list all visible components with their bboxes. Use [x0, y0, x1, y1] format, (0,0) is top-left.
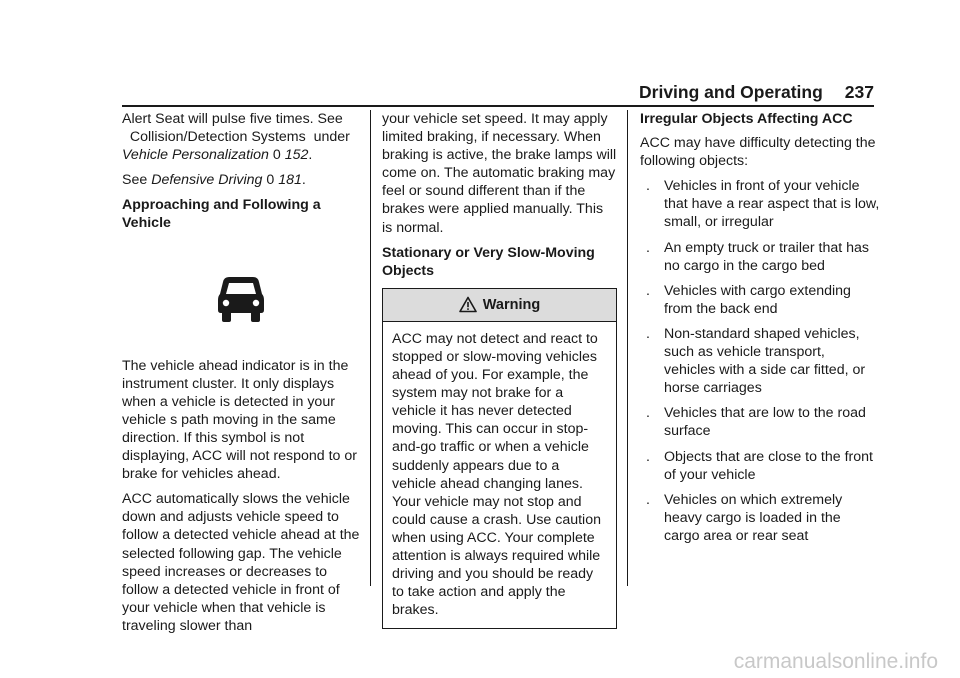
column-divider-2: [627, 110, 628, 586]
warning-title: Warning: [482, 296, 541, 313]
xref-defensive-driving[interactable]: Defensive Driving: [151, 172, 263, 189]
list-item: . Vehicles with cargo extending from the back end: [646, 282, 851, 317]
page-ref-181[interactable]: 181: [278, 172, 302, 189]
warning-triangle-icon: [459, 296, 477, 313]
xref-vehicle-personalization[interactable]: Vehicle Personalization: [122, 147, 269, 164]
list-item: . Vehicles that are low to the road surface: [646, 405, 866, 440]
list-item: . Vehicles on which extremely heavy cargo is loaded in the cargo area or rear seat: [646, 491, 843, 544]
paragraph-acc-slows: ACC automatically slows the vehicle down and adjusts vehicle speed to follow a detected vehicle ahead at the selected following gap. The vehicle speed increases or decreases to follow a detected vehicle in front of your vehicle when that vehicle is traveling slower than: [122, 491, 360, 634]
list-item: . Vehicles in front of your vehicle that have a rear aspect that is low, small, or irregular: [646, 178, 880, 231]
paragraph-alert-seat: Alert Seat will pulse five times. See Collision/Detection Systems under Vehicle Personalization 0 152.: [122, 111, 350, 164]
warning-header: [383, 289, 616, 322]
watermark: carmanualsonline.info: [733, 650, 938, 673]
page-header: [639, 82, 874, 103]
page-ref-152[interactable]: 152: [284, 147, 309, 164]
list-item: . An empty truck or trailer that has no cargo in the cargo bed: [646, 239, 870, 274]
vehicle-ahead-icon: [122, 239, 360, 357]
heading-stationary: Stationary or Very Slow-Moving Objects: [382, 244, 595, 279]
header-rule: [122, 105, 874, 107]
paragraph-set-speed: your vehicle set speed. It may apply limited braking, if necessary. When braking is active, the brake lamps will come on. The automatic braking may feel or sound different than if the brakes were applied manually. This is normal.: [382, 111, 617, 236]
column-1: [122, 110, 360, 642]
column-divider-1: [370, 110, 371, 586]
heading-approaching: Approaching and Following a Vehicle: [122, 197, 321, 232]
warning-body: ACC may not detect and react to stopped or slow-moving vehicles ahead of you. For example, the system may not brake for a vehicle it has never detected moving. This can occur in stop-and-go traffic or when a vehicle suddenly appears due to a vehicle ahead changing lanes. Your vehicle may not stop and could cause a crash. Use caution when using ACC. Your complete attention is always required while driving and you should be ready to take action and apply the brakes.: [392, 330, 601, 619]
list-item: . Objects that are close to the front of your vehicle: [646, 448, 873, 483]
heading-irregular-objects: Irregular Objects Affecting ACC: [640, 111, 853, 127]
paragraph-difficulty: ACC may have difficulty detecting the following objects:: [640, 135, 876, 170]
page-ref-arrow-icon: 0: [272, 147, 281, 164]
column-2: [382, 110, 617, 629]
warning-box: [382, 288, 617, 630]
page-ref-arrow-icon: 0: [266, 172, 275, 189]
column-3: [640, 110, 880, 552]
paragraph-see-defensive: See Defensive Driving 0 181.: [122, 172, 306, 189]
list-item: . Non-standard shaped vehicles, such as vehicle transport, vehicles with a side car fitted, or horse carriages: [646, 325, 866, 397]
objects-list: [640, 177, 880, 545]
page-number: 237: [844, 82, 874, 102]
xref-collision-detection[interactable]: Collision/Detection Systems: [129, 129, 306, 146]
section-title: Driving and Operating: [639, 82, 823, 102]
paragraph-indicator: The vehicle ahead indicator is in the instrument cluster. It only displays when a vehicle is detected in your vehicle s path moving in the same direction. If this symbol is not displaying, ACC will not respond to or brake for vehicles ahead.: [122, 357, 358, 483]
